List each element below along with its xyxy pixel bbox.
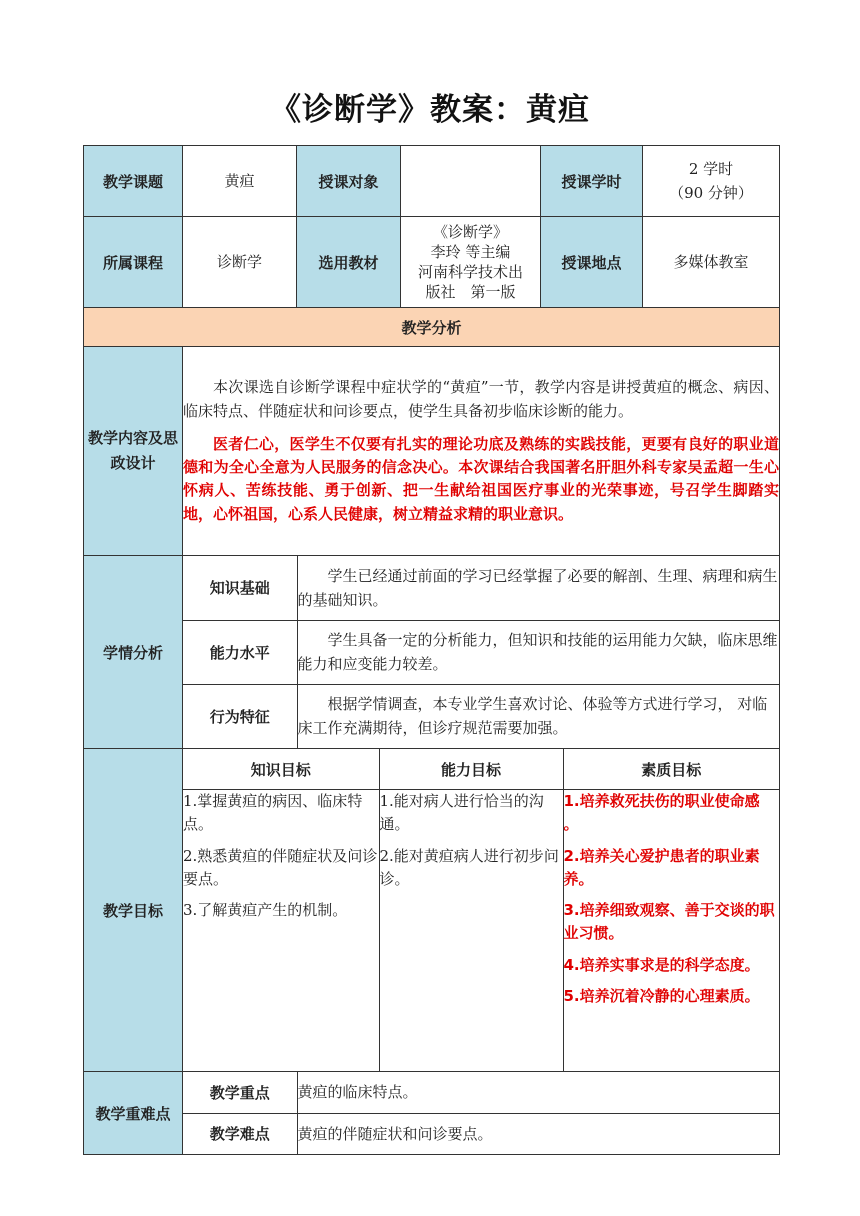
content-body — [183, 347, 780, 556]
ideology-paragraph: 医者仁心，医学生不仅要有扎实的理论功底及熟练的实践技能，更要有良好的职业道德和为全心全意为人民服务的信念决心。本次课结合我国著名肝胆外科专家吴孟超一生心怀病人、苦练技能、勇于创新、把一生献给祖国医疗事业的光荣事迹，号召学生脚踏实地，心怀祖国，心系人民健康，树立精益求精的职业意识。 — [183, 434, 779, 523]
learner-row-text — [297, 620, 779, 684]
textbook-label: 选用教材 — [297, 217, 401, 308]
quality-goal-list — [563, 790, 779, 1072]
ability-goal-list — [379, 790, 563, 1072]
difficulty-text: 黄疸的伴随症状和问诊要点。 — [297, 1113, 779, 1154]
keypoints-subrow — [183, 1072, 779, 1113]
goals-head-row — [183, 749, 779, 790]
learner-row — [84, 556, 780, 749]
analysis-section-title: 教学分析 — [84, 308, 780, 347]
focus-label: 教学重点 — [183, 1072, 297, 1113]
textbook-line: 李玲 等主编 — [430, 242, 511, 261]
learner-subrow — [183, 620, 779, 684]
place-label: 授课地点 — [541, 217, 643, 308]
goals-label: 教学目标 — [84, 749, 183, 1072]
learner-row-text — [297, 556, 779, 620]
topic-label: 教学课题 — [84, 146, 183, 217]
ability-goal-item: 1.能对病人进行恰当的沟通。 — [379, 792, 544, 834]
learner-cell — [183, 556, 780, 749]
learner-subtable — [183, 556, 779, 748]
textbook-line: 《诊断学》 — [432, 222, 508, 241]
ability-goal-head: 能力目标 — [379, 749, 563, 790]
focus-text: 黄疸的临床特点。 — [297, 1072, 779, 1113]
knowledge-goal-item: 3.了解黄疸产生的机制。 — [183, 901, 348, 919]
hours-value — [643, 146, 780, 217]
learner-row-label: 行为特征 — [183, 684, 297, 748]
content-row — [84, 347, 780, 556]
content-label: 教学内容及思政设计 — [84, 347, 183, 556]
hours-label: 授课学时 — [541, 146, 643, 217]
keypoints-row — [84, 1072, 780, 1155]
quality-goal-item: 2.培养关心爱护患者的职业素养。 — [563, 846, 760, 888]
learner-row-paragraph: 学生具备一定的分析能力，但知识和技能的运用能力欠缺，临床思维能力和应变能力较差。 — [297, 631, 778, 673]
knowledge-goal-item: 1.掌握黄疸的病因、临床特点。 — [183, 792, 363, 834]
knowledge-goal-list — [183, 790, 379, 1072]
quality-goal-item: 5.培养沉着冷静的心理素质。 — [563, 986, 760, 1005]
knowledge-goal-item: 2.熟悉黄疸的伴随症状及问诊要点。 — [183, 846, 378, 888]
knowledge-goal-head: 知识目标 — [183, 749, 379, 790]
quality-goal-item: 1.培养救死扶伤的职业使命感 。 — [563, 792, 760, 834]
ability-goal-item: 2.能对黄疸病人进行初步问诊。 — [379, 846, 559, 888]
quality-goal-head: 素质目标 — [563, 749, 779, 790]
goals-row — [84, 749, 780, 1072]
learner-subrow — [183, 556, 779, 620]
goals-cell — [183, 749, 780, 1072]
hours-line-2: （90 分钟） — [669, 184, 753, 202]
quality-goal-item: 3.培养细致观察、善于交谈的职业习惯。 — [563, 901, 775, 943]
audience-value — [401, 146, 541, 217]
goals-subtable — [183, 749, 779, 1071]
course-label: 所属课程 — [84, 217, 183, 308]
keypoints-subtable — [183, 1072, 779, 1154]
keypoints-label: 教学重难点 — [84, 1072, 183, 1155]
info-row-1 — [84, 146, 780, 217]
textbook-value — [401, 217, 541, 308]
textbook-line: 版社 第一版 — [425, 283, 516, 302]
place-value: 多媒体教室 — [643, 217, 780, 308]
keypoints-cell — [183, 1072, 780, 1155]
learner-row-text — [297, 684, 779, 748]
difficulty-label: 教学难点 — [183, 1113, 297, 1154]
learner-row-label: 能力水平 — [183, 620, 297, 684]
learner-row-paragraph: 根据学情调查，本专业学生喜欢讨论、体验等方式进行学习， 对临床工作充满期待，但诊疗规范需要加强。 — [297, 695, 768, 738]
analysis-section-row — [84, 308, 780, 347]
learner-label: 学情分析 — [84, 556, 183, 749]
audience-label: 授课对象 — [297, 146, 401, 217]
hours-line-1: 2 学时 — [688, 160, 734, 178]
learner-row-paragraph: 学生已经通过前面的学习已经掌握了必要的解剖、生理、病理和病生的基础知识。 — [297, 566, 778, 609]
course-value: 诊断学 — [183, 217, 297, 308]
learner-subrow — [183, 684, 779, 748]
content-paragraph: 本次课选自诊断学课程中症状学的“黄疸”一节，教学内容是讲授黄疸的概念、病因、临床特点、伴随症状和问诊要点，使学生具备初步临床诊断的能力。 — [183, 378, 779, 420]
topic-value: 黄疸 — [183, 146, 297, 217]
lesson-plan-table — [83, 145, 780, 1155]
info-row-2 — [84, 217, 780, 308]
textbook-line: 河南科学技术出 — [417, 263, 523, 281]
goals-body-row — [183, 790, 779, 1072]
document-title: 《诊断学》教案：黄疸 — [270, 92, 590, 128]
learner-row-label: 知识基础 — [183, 556, 297, 620]
keypoints-subrow — [183, 1113, 779, 1154]
quality-goal-item: 4.培养实事求是的科学态度。 — [563, 955, 760, 974]
